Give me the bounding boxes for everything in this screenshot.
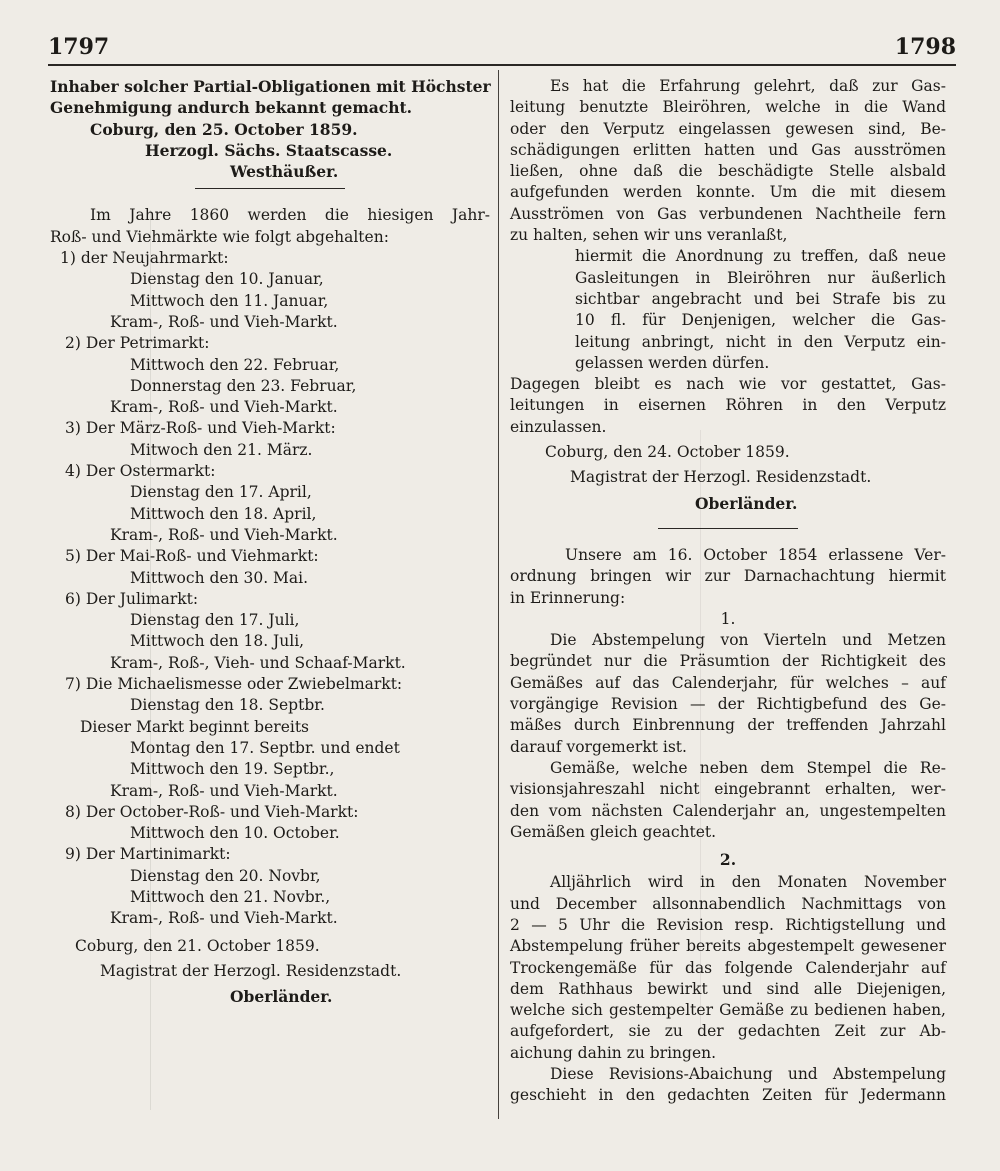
market-date: Dienstag den 10. Januar, xyxy=(130,270,324,289)
page-number-left: 1797 xyxy=(48,34,110,60)
order-line: hiermit die Anordnung zu treffen, daß neue xyxy=(575,247,946,266)
paragraph-line: den vom nächsten Calenderjahr an, ungestempelten xyxy=(510,801,946,820)
paragraph-line: Trockengemäße für das folgende Calenderjahr auf xyxy=(510,958,946,977)
market-heading: 2) Der Petrimarkt: xyxy=(65,334,210,353)
office-name: Herzogl. Sächs. Staatscasse. xyxy=(145,140,393,160)
paragraph-line: Dagegen bleibt es nach wie vor gestattet, Gas- xyxy=(510,375,946,394)
market-date: Montag den 17. Septbr. und endet xyxy=(130,738,400,757)
header-rule xyxy=(48,64,956,66)
paragraph-line: Gemäßen gleich geachtet. xyxy=(510,822,717,841)
paragraph-line: welche sich gestempelter Gemäße zu bedienen haben, xyxy=(510,1001,946,1020)
paragraph-line: Alljährlich wird in den Monaten November xyxy=(550,873,946,892)
market-date: Mittwoch den 21. Novbr., xyxy=(130,887,331,906)
paragraph-line: darauf vorgemerkt ist. xyxy=(510,737,687,756)
intro-line: Inhaber solcher Partial-Obligationen mit Höchster xyxy=(50,77,491,96)
paragraph-line: ließen, ohne daß die beschädigte Stelle alsbald xyxy=(510,162,946,181)
market-type: Kram-, Roß- und Vieh-Markt. xyxy=(110,398,338,417)
order-line: leitung anbringt, nicht in den Verputz ein- xyxy=(575,332,946,351)
market-date: Dienstag den 20. Novbr, xyxy=(130,866,321,885)
paragraph-line: mäßes durch Einbrennung der treffenden Jahrzahl xyxy=(510,716,946,735)
paragraph-line: Es hat die Erfahrung gelehrt, daß zur Gas- xyxy=(550,77,946,95)
market-date: Dienstag den 17. April, xyxy=(130,483,312,502)
order-line: 10 fl. für Denjenigen, welcher die Gas- xyxy=(575,311,946,330)
paragraph-line: Die Abstempelung von Vierteln und Metzen xyxy=(550,631,946,650)
dateline: Coburg, den 21. October 1859. xyxy=(75,936,320,955)
paragraph-line: Diese Revisions-Abaichung und Abstempelung xyxy=(550,1065,946,1084)
market-type: Kram-, Roß- und Vieh-Markt. xyxy=(110,781,338,800)
market-heading: 1) der Neujahrmarkt: xyxy=(60,249,229,268)
paragraph-line: Ausströmen von Gas verbundenen Nachtheile fern xyxy=(510,204,946,223)
section-number: 2. xyxy=(719,850,737,870)
paragraph-line: zu halten, sehen wir uns veranlaßt, xyxy=(510,226,788,245)
paragraph-line: aichung dahin zu bringen. xyxy=(510,1043,717,1062)
paragraph-line: 2 — 5 Uhr die Revision resp. Richtigstellung und xyxy=(510,915,946,934)
market-heading: 6) Der Julimarkt: xyxy=(65,589,199,608)
market-type: Kram-, Roß- und Vieh-Markt. xyxy=(110,909,338,928)
paragraph-line: geschieht in den gedachten Zeiten für Jedermann xyxy=(510,1086,946,1105)
paragraph-line: aufgefordert, sie zu der gedachten Zeit zur Ab- xyxy=(510,1022,946,1041)
intro-line: Genehmigung andurch bekannt gemacht. xyxy=(50,98,413,118)
market-heading: 5) Der Mai-Roß- und Viehmarkt: xyxy=(65,547,319,566)
signature: Westhäußer. xyxy=(230,162,339,182)
section-rule xyxy=(658,528,798,529)
paragraph-line: Im Jahre 1860 werden die hiesigen Jahr- xyxy=(90,206,490,225)
office-name: Magistrat der Herzogl. Residenzstadt. xyxy=(570,468,872,487)
signature: Oberländer. xyxy=(230,987,333,1007)
signature: Oberländer. xyxy=(695,493,798,513)
paragraph-line: begründet nur die Präsumtion der Richtigkeit des xyxy=(510,652,946,671)
market-heading: 8) Der October-Roß- und Vieh-Markt: xyxy=(65,802,359,821)
paragraph-line: einzulassen. xyxy=(510,417,607,436)
paragraph-line: aufgefunden werden konnte. Um die mit diesem xyxy=(510,183,946,202)
market-date: Mittwoch den 10. October. xyxy=(130,824,340,843)
order-line: sichtbar angebracht und bei Strafe bis zu xyxy=(575,289,946,308)
market-type: Kram-, Roß- und Vieh-Markt. xyxy=(110,525,338,544)
market-date: Donnerstag den 23. Februar, xyxy=(130,376,357,395)
right-column xyxy=(510,76,946,1107)
market-date: Mittwoch den 18. April, xyxy=(130,504,317,523)
dateline: Coburg, den 25. October 1859. xyxy=(90,119,358,139)
paragraph-line: und December allsonnabendlich Nachmittags von xyxy=(510,894,946,913)
paragraph-line: in Erinnerung: xyxy=(510,588,626,607)
market-date: Dienstag den 17. Juli, xyxy=(130,611,300,630)
paragraph-line: ordnung bringen wir zur Darnachachtung hiermit xyxy=(510,567,946,586)
paragraph-line: Roß- und Viehmärkte wie folgt abgehalten: xyxy=(50,227,389,246)
market-date: Mittwoch den 22. Februar, xyxy=(130,355,340,374)
paragraph-line: vorgängige Revision — der Richtigbefund des Ge- xyxy=(510,695,946,714)
market-heading: 9) Der Martinimarkt: xyxy=(65,845,231,864)
market-date: Dienstag den 18. Septbr. xyxy=(130,696,325,715)
paragraph-line: dem Rathhaus bewirkt und sind alle Diejenigen, xyxy=(510,979,946,998)
column-divider xyxy=(498,70,499,1119)
paragraph-line: schädigungen erlitten hatten und Gas ausströmen xyxy=(510,140,946,159)
paragraph-line: Abstempelung früher bereits abgestempelt gewesener xyxy=(510,937,946,956)
market-heading: 7) Die Michaelismesse oder Zwiebelmarkt: xyxy=(65,675,403,694)
section-rule xyxy=(195,188,345,189)
market-date: Mittwoch den 19. Septbr., xyxy=(130,760,335,779)
paragraph-line: leitungen in eisernen Röhren in den Verputz xyxy=(510,396,946,415)
paragraph-line: Gemäßes auf das Calenderjahr, für welches – auf xyxy=(510,673,946,692)
left-column xyxy=(50,76,490,1007)
page-number-right: 1798 xyxy=(894,34,956,60)
paragraph-line: oder den Verputz eingelassen gewesen sind, Be- xyxy=(510,119,946,138)
paragraph-line: Gemäße, welche neben dem Stempel die Re- xyxy=(550,758,946,777)
paragraph-line: Unsere am 16. October 1854 erlassene Ver- xyxy=(565,545,946,564)
market-date: Mittwoch den 18. Juli, xyxy=(130,632,305,651)
market-heading: 3) Der März-Roß- und Vieh-Markt: xyxy=(65,419,336,438)
market-heading: 4) Der Ostermarkt: xyxy=(65,462,216,481)
paragraph-line: leitung benutzte Bleiröhren, welche in die Wand xyxy=(510,98,946,117)
market-note: Dieser Markt beginnt bereits xyxy=(80,717,310,736)
market-date: Mittwoch den 11. Januar, xyxy=(130,291,329,310)
office-name: Magistrat der Herzogl. Residenzstadt. xyxy=(100,961,402,980)
market-type: Kram-, Roß-, Vieh- und Schaaf-Markt. xyxy=(110,653,406,672)
dateline: Coburg, den 24. October 1859. xyxy=(545,443,790,462)
section-number: 1. xyxy=(720,609,736,628)
market-date: Mitwoch den 21. März. xyxy=(130,440,313,459)
order-line: gelassen werden dürfen. xyxy=(575,353,770,372)
paragraph-line: visionsjahreszahl nicht eingebrannt erhalten, wer- xyxy=(510,780,946,799)
market-type: Kram-, Roß- und Vieh-Markt. xyxy=(110,312,338,331)
order-line: Gasleitungen in Bleiröhren nur äußerlich xyxy=(575,268,946,287)
market-date: Mittwoch den 30. Mai. xyxy=(130,568,309,587)
